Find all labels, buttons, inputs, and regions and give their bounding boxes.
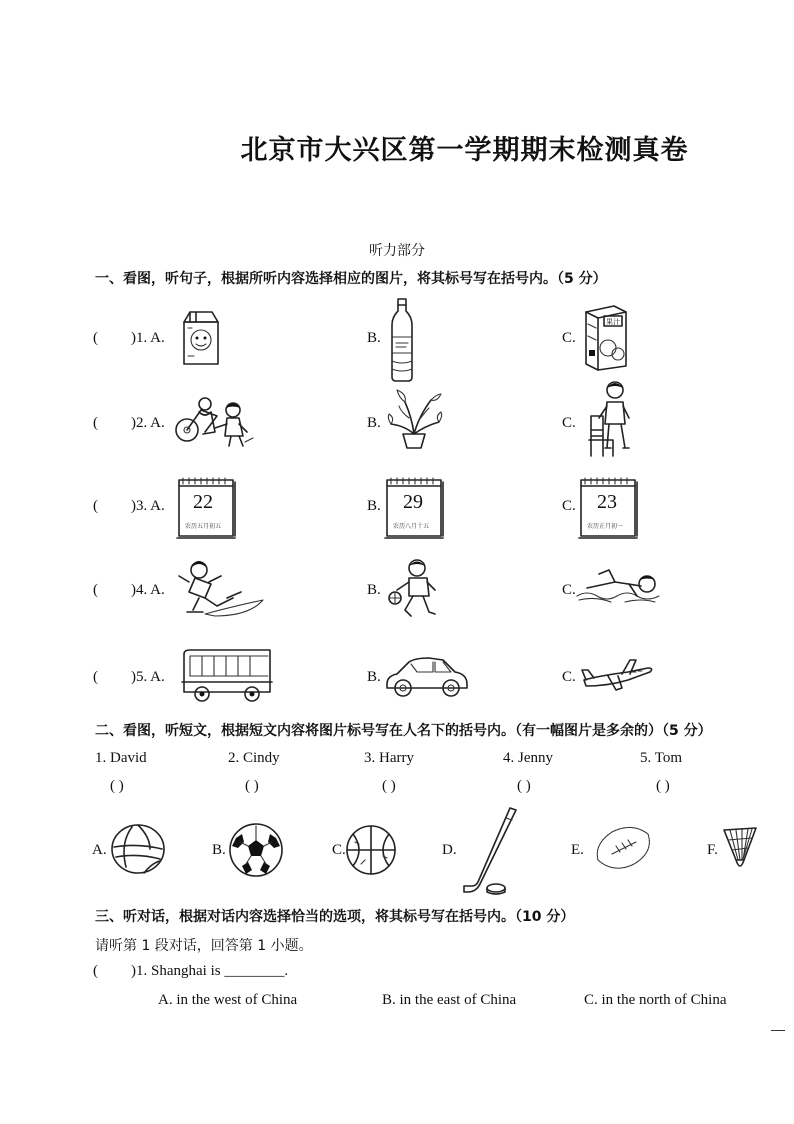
page-edge-mark [771,1030,785,1031]
answer-bracket[interactable]: ( ) [656,778,670,794]
question-label: )3. A. [131,498,165,514]
question-label: )4. A. [131,582,165,598]
airplane-icon [578,654,656,696]
calendar-lunar: 农历正月初一 [587,523,624,530]
section-subtitle: 听力部分 [369,243,425,259]
water-bottle-icon [388,297,416,383]
swimmer-icon [575,566,661,606]
answer-bracket[interactable]: ( ) [110,778,124,794]
option-b-label: B. [367,669,381,685]
option-label: C. [332,842,346,858]
choice-a[interactable]: A. in the west of China [158,992,298,1008]
svg-text:果汁: 果汁 [606,318,620,326]
soccer-ball-icon [228,822,284,878]
rugby-ball-icon [592,824,654,872]
question-label: )2. A. [131,415,165,431]
answer-bracket[interactable]: ( [93,415,98,431]
answer-bracket[interactable]: ( ) [245,778,259,794]
juice-box-icon [580,302,632,372]
calendar-icon [577,474,639,540]
shuttlecock-icon [722,826,758,874]
basketball-icon [345,824,397,876]
option-label: B. [212,842,226,858]
section1-heading: 一、看图，听句子，根据所听内容选择相应的图片，将其标号写在括号内。（5 分） [95,271,607,287]
answer-bracket[interactable]: ( [93,669,98,685]
question-label: )5. A. [131,669,165,685]
section3-heading: 三、听对话，根据对话内容选择恰当的选项，将其标号写在括号内。（10 分） [95,909,575,925]
calendar-lunar: 农历八月十五 [393,523,430,530]
choice-c[interactable]: C. in the north of China [584,992,727,1008]
answer-bracket[interactable]: ( [93,498,98,514]
option-c-label: C. [562,498,576,514]
page-title: 北京市大兴区第一学期期末检测真卷 [240,135,689,166]
car-icon [383,654,471,700]
section3-instruction: 请听第 1 段对话，回答第 1 小题。 [95,938,313,954]
ice-skater-icon [175,558,267,618]
calendar-icon [175,474,237,540]
section2-heading: 二、看图，听短文，根据短文内容将图片标号写在人名下的括号内。（有一幅图片是多余的）（5 分） [95,723,712,739]
kids-fixing-bike-icon [175,388,255,450]
boy-with-chair-icon [585,378,639,458]
calendar-date: 22 [193,491,213,513]
answer-bracket[interactable]: ( [93,963,98,979]
calendar-icon [383,474,445,540]
answer-bracket[interactable]: ( ) [517,778,531,794]
calendar-date: 29 [403,491,423,513]
volleyball-icon [110,823,166,875]
answer-bracket[interactable]: ( [93,582,98,598]
calendar-date: 23 [597,491,617,513]
option-b-label: B. [367,415,381,431]
option-b-label: B. [367,498,381,514]
potted-plant-icon [385,388,443,450]
person-name: 4. Jenny [503,750,553,766]
option-label: D. [442,842,457,858]
person-name: 3. Harry [364,750,414,766]
milk-carton-icon [176,308,226,368]
bus-icon [178,646,276,704]
calendar-lunar: 农历五月初五 [185,523,222,530]
question-stem: )1. Shanghai is ________. [131,963,289,979]
option-label: F. [707,842,718,858]
answer-bracket[interactable]: ( ) [382,778,396,794]
option-c-label: C. [562,415,576,431]
option-b-label: B. [367,330,381,346]
person-name: 1. David [95,750,147,766]
option-label: A. [92,842,107,858]
option-c-label: C. [562,669,576,685]
answer-bracket[interactable]: ( [93,330,98,346]
person-name: 5. Tom [640,750,683,766]
option-b-label: B. [367,582,381,598]
option-c-label: C. [562,330,576,346]
question-label: )1. A. [131,330,165,346]
hockey-stick-icon [460,806,520,896]
option-label: E. [571,842,584,858]
choice-b[interactable]: B. in the east of China [382,992,517,1008]
option-c-label: C. [562,582,576,598]
person-name: 2. Cindy [228,750,280,766]
boy-playing-basketball-icon [385,556,439,622]
